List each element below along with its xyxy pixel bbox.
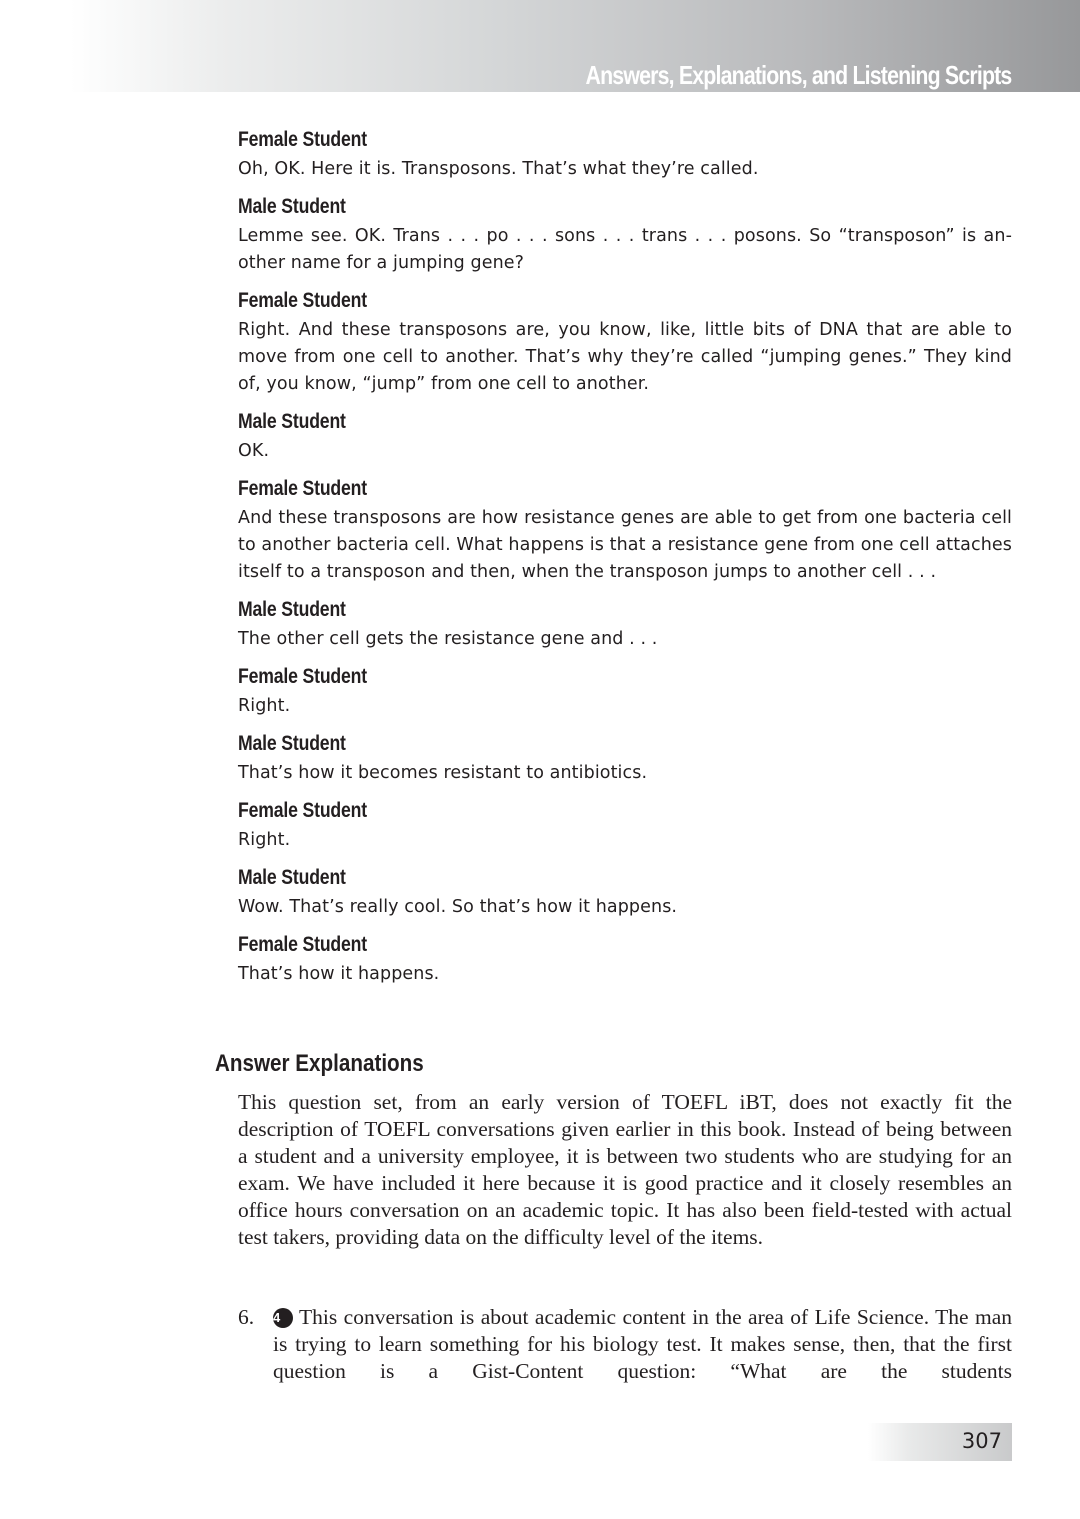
speaker-label: Female Student xyxy=(238,933,367,956)
dialogue-turn xyxy=(238,597,1012,653)
dialogue-turn xyxy=(238,731,1012,787)
question-number: 6. xyxy=(238,1305,255,1329)
speaker-label: Male Student xyxy=(238,410,346,433)
speaker-label: Female Student xyxy=(238,128,367,151)
dialogue-turn xyxy=(238,798,1012,854)
speaker-line: That’s how it happens. xyxy=(238,964,440,984)
dialogue-turn xyxy=(238,409,1012,465)
speaker-line: Right. xyxy=(238,830,291,850)
answer-number-badge-icon: 4 xyxy=(273,1308,293,1328)
speaker-line: Wow. That’s really cool. So that’s how it happens. xyxy=(238,897,678,917)
speaker-line: Right. xyxy=(238,696,291,716)
speaker-line: The other cell gets the resistance gene and . . . xyxy=(238,629,658,649)
speaker-line: Oh, OK. Here it is. Transposons. That’s what they’re called. xyxy=(238,159,759,179)
answer-item xyxy=(238,1304,1012,1385)
dialogue-turn xyxy=(238,127,1012,183)
dialogue-turn xyxy=(238,664,1012,720)
speaker-line: OK. xyxy=(238,441,270,461)
listening-script xyxy=(238,127,1012,999)
speaker-label: Female Student xyxy=(238,665,367,688)
speaker-line: Lemme see. OK. Trans . . . po . . . sons . . . trans . . . posons. So “transposon” is an- other name for a jumping gene? xyxy=(238,226,1012,273)
page-number: 307 xyxy=(961,1429,1002,1453)
dialogue-turn xyxy=(238,865,1012,921)
speaker-label: Male Student xyxy=(238,866,346,889)
answer-explanation xyxy=(273,1304,1012,1385)
dialogue-turn xyxy=(238,932,1012,988)
speaker-line: That’s how it becomes resistant to antibiotics. xyxy=(238,763,648,783)
dialogue-turn xyxy=(238,194,1012,277)
explanation-intro: This question set, from an early version of TOEFL iBT, does not exactly fit the description of TOEFL conversations given earlier in this book. Instead of being between a student and a university employee, it is between two students who are studying for an exam. We have included it here because it is good practice and it closely resembles an office hours conversation on an academic topic. It has also been field-tested with actual test takers, providing data on the difficulty level of the items. xyxy=(238,1090,1012,1249)
speaker-label: Male Student xyxy=(238,732,346,755)
speaker-label: Female Student xyxy=(238,477,367,500)
running-header-band xyxy=(0,0,1080,92)
speaker-label: Female Student xyxy=(238,289,367,312)
speaker-line: And these transposons are how resistance genes are able to get from one bacteria cell to another bacteria cell. What happens is that a resistance gene from one cell attaches itself to a transposon and then, when the transposon jumps to another cell . . . xyxy=(238,508,1012,582)
section-heading: Answer Explanations xyxy=(215,1050,424,1077)
dialogue-turn xyxy=(238,288,1012,398)
speaker-label: Male Student xyxy=(238,195,346,218)
dialogue-turn xyxy=(238,476,1012,586)
speaker-label: Female Student xyxy=(238,799,367,822)
speaker-label: Male Student xyxy=(238,598,346,621)
answer-explanation-text: This conversation is about academic content in the area of Life Science. The man is trying to learn something for his biology test. It makes sense, then, that the first question is a Gist-Content question: “What are the students xyxy=(273,1305,1012,1383)
running-header-title: Answers, Explanations, and Listening Scripts xyxy=(585,60,1011,90)
speaker-line: Right. And these transposons are, you know, like, little bits of DNA that are able to move from one cell to another. That’s why they’re called “jumping genes.” They kind of, you know, “jump” from one cell to another. xyxy=(238,320,1012,394)
page-number-tab xyxy=(868,1423,1012,1461)
